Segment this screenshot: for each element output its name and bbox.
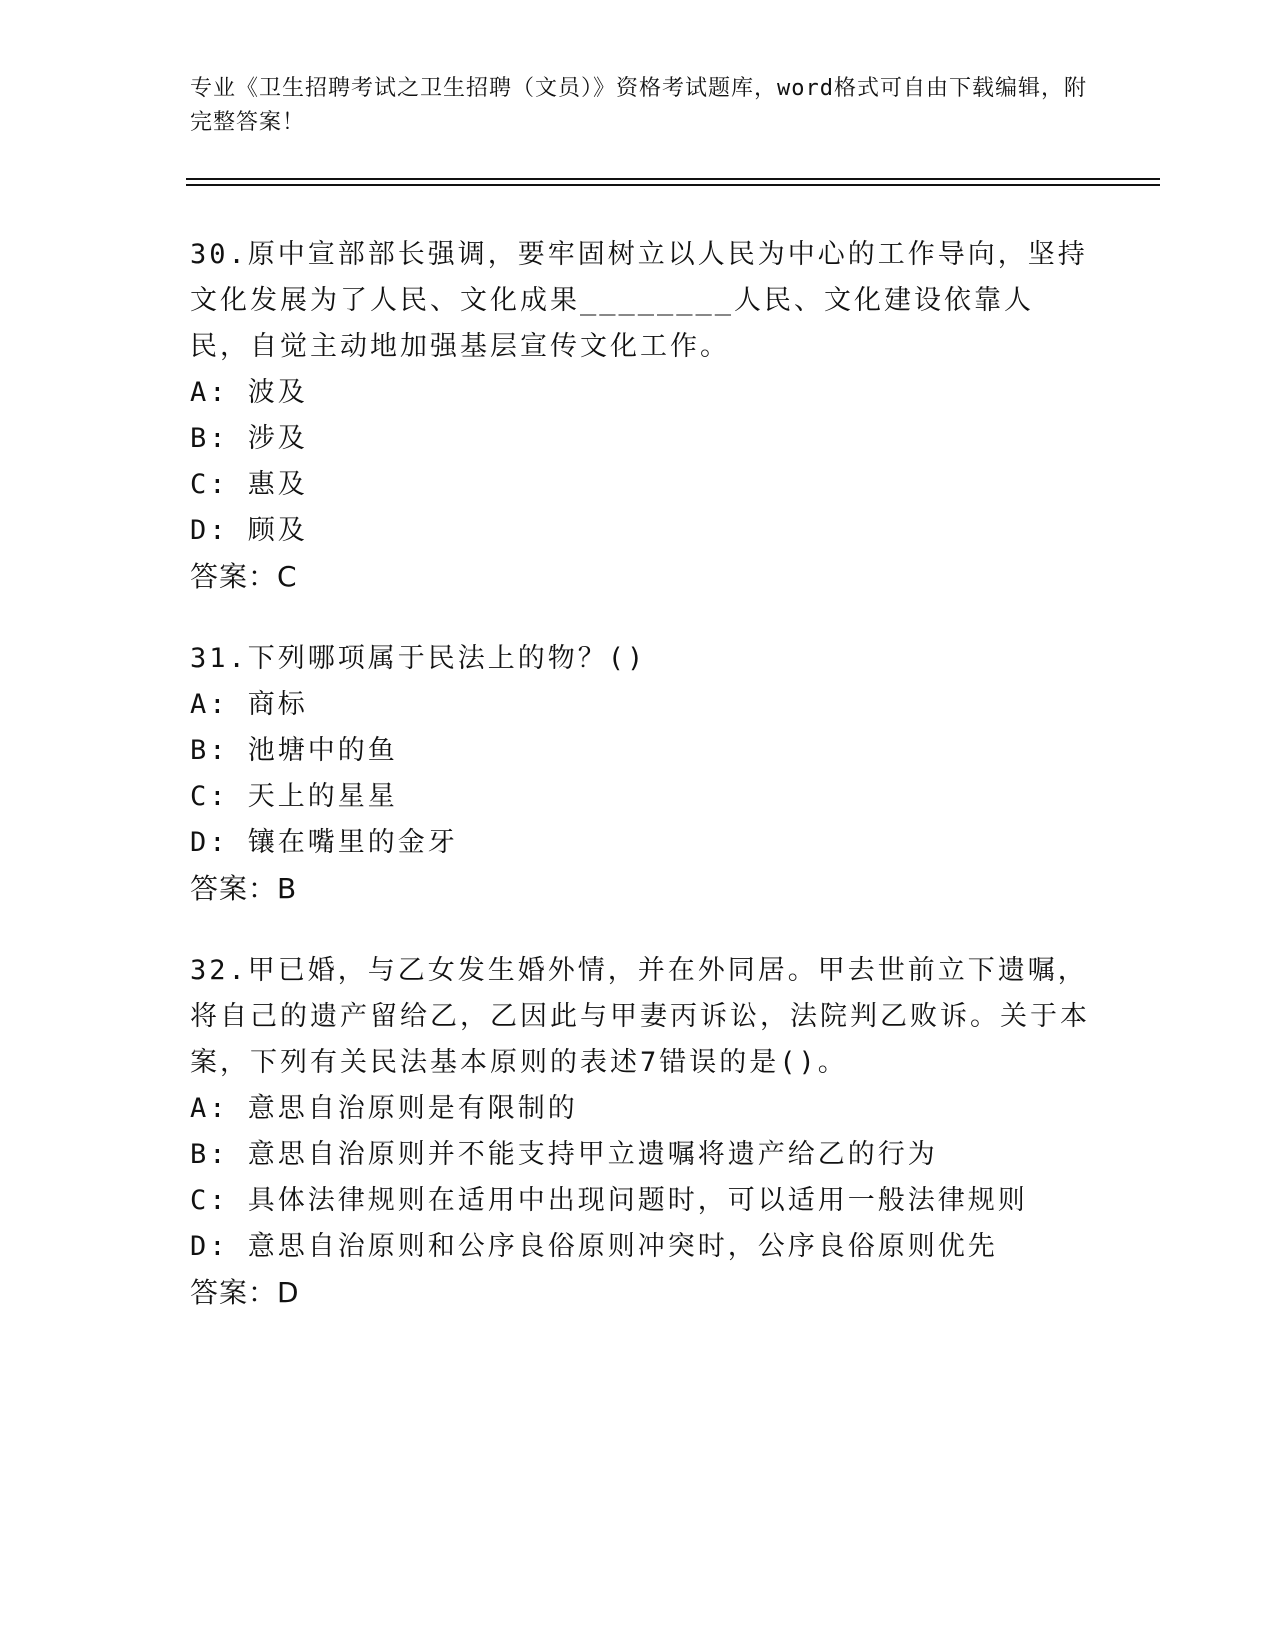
question-stem: 31.下列哪项属于民法上的物？() xyxy=(190,643,647,674)
option-d: D: 镶在嘴里的金牙 xyxy=(190,827,458,858)
answer-line: 答案：C xyxy=(190,560,298,593)
header-divider-bottom xyxy=(186,184,1160,186)
question-stem: 30.原中宣部部长强调，要牢固树立以人民为中心的工作导向，坚持文化发展为了人民、文化成果________人民、文化建设依靠人民，自觉主动地加强基层宣传文化工作。 xyxy=(190,239,1088,362)
header-divider-top xyxy=(186,178,1160,180)
document-header-text: 专业《卫生招聘考试之卫生招聘（文员）》资格考试题库，word格式可自由下载编辑，附完整答案！ xyxy=(190,76,1087,135)
option-a: A: 波及 xyxy=(190,377,308,408)
question-stem: 32.甲已婚，与乙女发生婚外情，并在外同居。甲去世前立下遗嘱，将自己的遗产留给乙，乙因此与甲妻丙诉讼，法院判乙败诉。关于本案，下列有关民法基本原则的表述7错误的是()。 xyxy=(190,955,1090,1078)
question-32 xyxy=(190,948,1090,1316)
answer-line: 答案：B xyxy=(190,872,298,905)
answer-line: 答案：D xyxy=(190,1276,300,1309)
question-list xyxy=(190,232,1090,1352)
question-31 xyxy=(190,636,1090,912)
option-b: B: 池塘中的鱼 xyxy=(190,735,398,766)
option-a: A: 商标 xyxy=(190,689,308,720)
option-c: C: 惠及 xyxy=(190,469,308,500)
option-c: C: 具体法律规则在适用中出现问题时，可以适用一般法律规则 xyxy=(190,1185,1028,1216)
option-c: C: 天上的星星 xyxy=(190,781,398,812)
option-b: B: 意思自治原则并不能支持甲立遗嘱将遗产给乙的行为 xyxy=(190,1139,938,1170)
question-30 xyxy=(190,232,1090,600)
option-d: D: 顾及 xyxy=(190,515,308,546)
option-a: A: 意思自治原则是有限制的 xyxy=(190,1093,578,1124)
option-d: D: 意思自治原则和公序良俗原则冲突时，公序良俗原则优先 xyxy=(190,1231,998,1262)
option-b: B: 涉及 xyxy=(190,423,308,454)
